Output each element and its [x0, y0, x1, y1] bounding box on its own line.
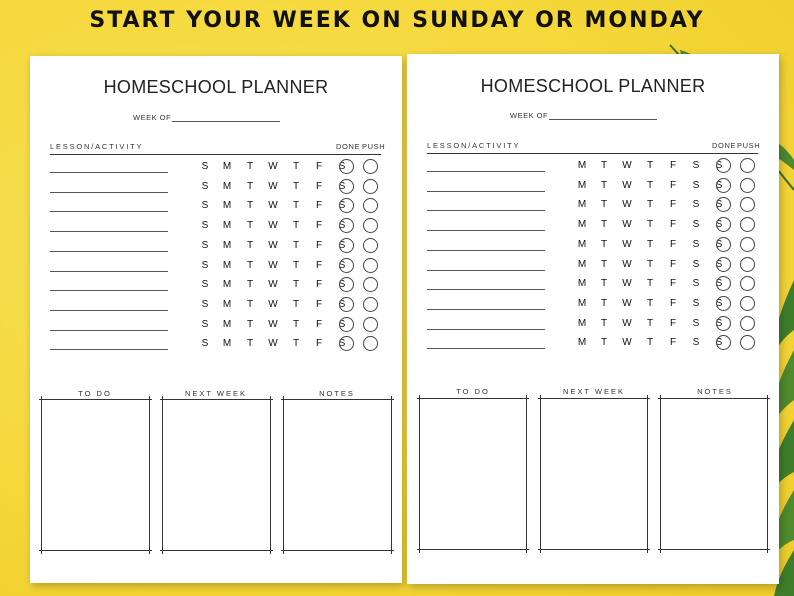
day-letter[interactable]: S [338, 318, 346, 330]
section-title-next-week: NEXT WEEK [562, 387, 626, 396]
day-letter[interactable]: F [669, 219, 677, 231]
day-letter[interactable]: S [692, 317, 700, 329]
day-letter[interactable]: T [246, 161, 254, 172]
planner-page-monday-start [407, 54, 779, 584]
day-letter[interactable]: W [268, 220, 278, 232]
day-letter[interactable]: S [715, 199, 723, 211]
lesson-activity-label: LESSON/ACTIVITY [50, 142, 144, 151]
day-letter[interactable]: S [338, 239, 346, 251]
day-letter[interactable]: S [692, 258, 700, 270]
day-letter[interactable]: T [246, 298, 254, 310]
lesson-row [50, 297, 390, 317]
day-letter[interactable]: F [669, 297, 677, 309]
day-letter[interactable]: W [268, 298, 278, 310]
done-checkbox[interactable] [716, 158, 731, 173]
day-letter[interactable]: T [246, 220, 254, 232]
day-letter[interactable]: T [292, 239, 300, 251]
day-letter[interactable]: W [622, 160, 632, 171]
day-letter[interactable]: M [577, 297, 587, 309]
day-letter[interactable]: T [246, 259, 254, 271]
day-letter[interactable]: M [577, 179, 587, 191]
section-title-todo: TO DO [78, 389, 112, 398]
done-checkbox[interactable] [339, 179, 354, 194]
day-letter[interactable]: S [338, 220, 346, 232]
lesson-entry-line[interactable] [50, 231, 168, 232]
lesson-entry-line[interactable] [50, 310, 168, 311]
day-letter[interactable]: T [646, 238, 654, 250]
day-letter[interactable]: M [222, 200, 232, 212]
day-letter[interactable]: S [692, 179, 700, 191]
day-letter[interactable]: T [292, 180, 300, 192]
day-letter[interactable]: T [600, 179, 608, 191]
lesson-row [50, 258, 390, 278]
day-letter[interactable]: S [692, 297, 700, 309]
section-title-next-week: NEXT WEEK [184, 389, 248, 398]
done-checkbox[interactable] [339, 218, 354, 233]
day-letter[interactable]: F [669, 258, 677, 270]
day-letter[interactable]: W [622, 199, 632, 211]
day-letter[interactable]: S [201, 180, 209, 192]
done-checkbox[interactable] [339, 198, 354, 213]
day-letter[interactable]: T [646, 297, 654, 309]
week-of-line [549, 119, 657, 120]
day-letter[interactable]: W [268, 259, 278, 271]
done-checkbox[interactable] [716, 276, 731, 291]
day-letter[interactable]: S [201, 200, 209, 212]
day-letter[interactable]: T [246, 338, 254, 350]
day-letter[interactable]: M [222, 338, 232, 350]
push-label: PUSH [362, 142, 386, 151]
day-letter[interactable]: S [338, 338, 346, 350]
day-letter[interactable]: W [622, 297, 632, 309]
day-letter[interactable]: F [669, 160, 677, 171]
day-letter[interactable]: S [715, 160, 723, 171]
day-letter[interactable]: S [338, 161, 346, 172]
day-letter[interactable]: T [646, 258, 654, 270]
lesson-entry-line[interactable] [427, 230, 545, 231]
day-letter[interactable]: S [201, 298, 209, 310]
day-letter[interactable]: S [715, 179, 723, 191]
day-letter[interactable]: M [222, 239, 232, 251]
push-checkbox[interactable] [363, 297, 378, 312]
day-letter[interactable]: S [715, 238, 723, 250]
day-letter[interactable]: W [268, 161, 278, 172]
lesson-row [427, 217, 767, 237]
page-title: HOMESCHOOL PLANNER [103, 77, 329, 97]
day-letter[interactable]: S [692, 219, 700, 231]
day-letter[interactable]: F [315, 220, 323, 232]
day-letter[interactable]: T [646, 179, 654, 191]
lesson-entry-line[interactable] [427, 329, 545, 330]
day-letter[interactable]: F [669, 238, 677, 250]
push-checkbox[interactable] [740, 237, 755, 252]
day-letter[interactable]: M [577, 278, 587, 290]
day-letter[interactable]: S [338, 200, 346, 212]
lesson-row [427, 237, 767, 257]
lesson-entry-line[interactable] [427, 289, 545, 290]
lesson-entry-line[interactable] [50, 251, 168, 252]
week-of-line [172, 121, 280, 122]
day-letter[interactable]: W [622, 337, 632, 349]
day-letter[interactable]: T [600, 160, 608, 171]
done-checkbox[interactable] [339, 317, 354, 332]
day-letter[interactable]: S [338, 259, 346, 271]
done-checkbox[interactable] [716, 257, 731, 272]
push-checkbox[interactable] [363, 218, 378, 233]
day-letter[interactable]: F [669, 179, 677, 191]
day-letter[interactable]: S [715, 258, 723, 270]
done-checkbox[interactable] [339, 258, 354, 273]
day-letter[interactable]: T [246, 200, 254, 212]
push-checkbox[interactable] [363, 317, 378, 332]
day-letter[interactable]: T [600, 238, 608, 250]
push-checkbox[interactable] [363, 198, 378, 213]
day-letter[interactable]: M [577, 199, 587, 211]
lesson-entry-line[interactable] [427, 210, 545, 211]
day-letter[interactable]: F [315, 318, 323, 330]
day-letter[interactable]: M [577, 258, 587, 270]
day-letter[interactable]: T [292, 298, 300, 310]
day-letter[interactable]: S [201, 239, 209, 251]
push-checkbox[interactable] [740, 316, 755, 331]
lesson-activity-label: LESSON/ACTIVITY [427, 141, 521, 150]
day-letter[interactable]: T [246, 279, 254, 291]
lesson-row [50, 218, 390, 238]
day-letter[interactable]: M [577, 160, 587, 171]
done-checkbox[interactable] [716, 178, 731, 193]
day-letter[interactable]: F [669, 199, 677, 211]
day-letter[interactable]: W [268, 279, 278, 291]
day-letter[interactable]: T [292, 200, 300, 212]
day-letter[interactable]: S [338, 298, 346, 310]
lesson-row [427, 197, 767, 217]
todo-box[interactable] [41, 396, 150, 554]
lesson-row [50, 179, 390, 199]
lesson-entry-line[interactable] [427, 348, 545, 349]
week-of-field [510, 111, 657, 120]
done-checkbox[interactable] [339, 297, 354, 312]
page-title: HOMESCHOOL PLANNER [480, 76, 706, 96]
lesson-entry-line[interactable] [427, 250, 545, 251]
section-title-notes: NOTES [319, 389, 355, 398]
push-checkbox[interactable] [363, 258, 378, 273]
push-checkbox[interactable] [363, 238, 378, 253]
lesson-entry-line[interactable] [427, 191, 545, 192]
day-letter[interactable]: M [222, 298, 232, 310]
lesson-row [427, 276, 767, 296]
day-letter[interactable]: T [646, 199, 654, 211]
lesson-row [427, 257, 767, 277]
day-letter[interactable]: T [600, 337, 608, 349]
day-letter[interactable]: S [201, 259, 209, 271]
day-letter[interactable]: W [268, 180, 278, 192]
day-letter[interactable]: S [692, 160, 700, 171]
todo-box[interactable] [419, 395, 527, 553]
day-letter[interactable]: M [222, 259, 232, 271]
day-letter[interactable]: T [292, 318, 300, 330]
lesson-row [427, 296, 767, 316]
lesson-row [427, 335, 767, 355]
day-letter[interactable]: T [600, 317, 608, 329]
done-checkbox[interactable] [339, 336, 354, 351]
day-letter[interactable]: S [201, 338, 209, 350]
done-checkbox[interactable] [339, 238, 354, 253]
push-checkbox[interactable] [363, 159, 378, 174]
day-letter[interactable]: W [622, 317, 632, 329]
lesson-entry-line[interactable] [427, 309, 545, 310]
day-letter[interactable]: T [246, 318, 254, 330]
lesson-row [50, 277, 390, 297]
day-letter[interactable]: T [600, 199, 608, 211]
day-letter[interactable]: S [692, 199, 700, 211]
done-checkbox[interactable] [339, 277, 354, 292]
day-letter[interactable]: T [600, 278, 608, 290]
day-letter[interactable]: T [246, 239, 254, 251]
week-of-label: WEEK OF [133, 113, 172, 122]
lesson-row [427, 158, 767, 178]
day-letter[interactable]: F [315, 259, 323, 271]
day-letter[interactable]: W [622, 258, 632, 270]
day-letter[interactable]: S [715, 278, 723, 290]
day-letter[interactable]: T [246, 180, 254, 192]
day-letter[interactable]: M [577, 238, 587, 250]
lesson-header [50, 142, 386, 155]
notes-box[interactable] [660, 395, 768, 553]
day-letter[interactable]: F [315, 279, 323, 291]
section-title-notes: NOTES [697, 387, 733, 396]
push-checkbox[interactable] [363, 179, 378, 194]
push-checkbox[interactable] [740, 197, 755, 212]
day-letter[interactable]: F [669, 317, 677, 329]
lesson-entry-line[interactable] [50, 330, 168, 331]
day-letter[interactable]: M [222, 220, 232, 232]
day-letter[interactable]: F [315, 298, 323, 310]
lesson-entry-line[interactable] [50, 290, 168, 291]
headline: START YOUR WEEK ON SUNDAY OR MONDAY [89, 8, 705, 33]
day-letter[interactable]: M [577, 219, 587, 231]
lesson-entry-line[interactable] [50, 349, 168, 350]
day-letter[interactable]: S [201, 161, 209, 172]
day-letter[interactable]: S [201, 220, 209, 232]
lesson-row [427, 316, 767, 336]
lesson-entry-line[interactable] [50, 271, 168, 272]
day-letter[interactable]: S [715, 317, 723, 329]
day-letter[interactable]: T [600, 258, 608, 270]
day-letter[interactable]: T [292, 161, 300, 172]
week-of-field [133, 113, 280, 122]
day-letter[interactable]: F [669, 337, 677, 349]
section-title-todo: TO DO [456, 387, 490, 396]
push-label: PUSH [737, 141, 761, 150]
day-letter[interactable]: M [577, 337, 587, 349]
done-checkbox[interactable] [716, 296, 731, 311]
day-letter[interactable]: S [715, 219, 723, 231]
next-week-box[interactable] [162, 396, 271, 554]
day-letter[interactable]: T [600, 219, 608, 231]
day-letter[interactable]: S [715, 337, 723, 349]
lesson-row [50, 336, 390, 356]
planner-page-sunday-start [30, 56, 402, 583]
done-checkbox[interactable] [716, 335, 731, 350]
lesson-entry-line[interactable] [427, 270, 545, 271]
day-letter[interactable]: M [222, 279, 232, 291]
push-checkbox[interactable] [363, 336, 378, 351]
lesson-row [50, 238, 390, 258]
notes-box[interactable] [283, 396, 392, 554]
day-letter[interactable]: W [622, 238, 632, 250]
lesson-entry-line[interactable] [50, 211, 168, 212]
lesson-row [50, 159, 390, 179]
day-letter[interactable]: S [715, 297, 723, 309]
push-checkbox[interactable] [363, 277, 378, 292]
day-letter[interactable]: S [692, 238, 700, 250]
day-letter[interactable]: W [622, 278, 632, 290]
lesson-entry-line[interactable] [50, 192, 168, 193]
day-letter[interactable]: T [292, 220, 300, 232]
push-checkbox[interactable] [740, 217, 755, 232]
day-letter[interactable]: T [292, 279, 300, 291]
day-letter[interactable]: F [315, 338, 323, 350]
day-letter[interactable]: T [646, 337, 654, 349]
done-checkbox[interactable] [716, 197, 731, 212]
day-letter[interactable]: T [292, 259, 300, 271]
day-letter[interactable]: W [622, 179, 632, 191]
done-checkbox[interactable] [716, 237, 731, 252]
day-letter[interactable]: W [268, 318, 278, 330]
day-letter[interactable]: M [222, 180, 232, 192]
lesson-row [427, 178, 767, 198]
day-letter[interactable]: T [646, 219, 654, 231]
day-letter[interactable]: F [315, 161, 323, 172]
day-letter[interactable]: S [338, 180, 346, 192]
done-label: DONE [336, 142, 361, 151]
day-letter[interactable]: W [622, 219, 632, 231]
push-checkbox[interactable] [740, 335, 755, 350]
push-checkbox[interactable] [740, 178, 755, 193]
lesson-header [427, 141, 761, 154]
lesson-row [50, 317, 390, 337]
push-checkbox[interactable] [740, 257, 755, 272]
day-letter[interactable]: F [315, 180, 323, 192]
push-checkbox[interactable] [740, 296, 755, 311]
day-letter[interactable]: W [268, 200, 278, 212]
day-letter[interactable]: T [600, 297, 608, 309]
day-letter[interactable]: F [315, 239, 323, 251]
week-of-label: WEEK OF [510, 111, 549, 120]
day-letter[interactable]: S [692, 337, 700, 349]
day-letter[interactable]: T [646, 317, 654, 329]
day-letter[interactable]: T [646, 160, 654, 171]
day-letter[interactable]: S [201, 318, 209, 330]
next-week-box[interactable] [540, 395, 648, 553]
day-letter[interactable]: T [292, 338, 300, 350]
day-letter[interactable]: S [338, 279, 346, 291]
day-letter[interactable]: M [222, 161, 232, 172]
day-letter[interactable]: W [268, 239, 278, 251]
day-letter[interactable]: S [201, 279, 209, 291]
day-letter[interactable]: M [577, 317, 587, 329]
day-letter[interactable]: F [315, 200, 323, 212]
lesson-entry-line[interactable] [427, 171, 545, 172]
lesson-row [50, 198, 390, 218]
done-checkbox[interactable] [339, 159, 354, 174]
day-letter[interactable]: M [222, 318, 232, 330]
day-letter[interactable]: W [268, 338, 278, 350]
day-letter[interactable]: T [646, 278, 654, 290]
done-label: DONE [712, 141, 737, 150]
push-checkbox[interactable] [740, 276, 755, 291]
lesson-entry-line[interactable] [50, 172, 168, 173]
day-letter[interactable]: F [669, 278, 677, 290]
done-checkbox[interactable] [716, 217, 731, 232]
day-letter[interactable]: S [692, 278, 700, 290]
done-checkbox[interactable] [716, 316, 731, 331]
push-checkbox[interactable] [740, 158, 755, 173]
